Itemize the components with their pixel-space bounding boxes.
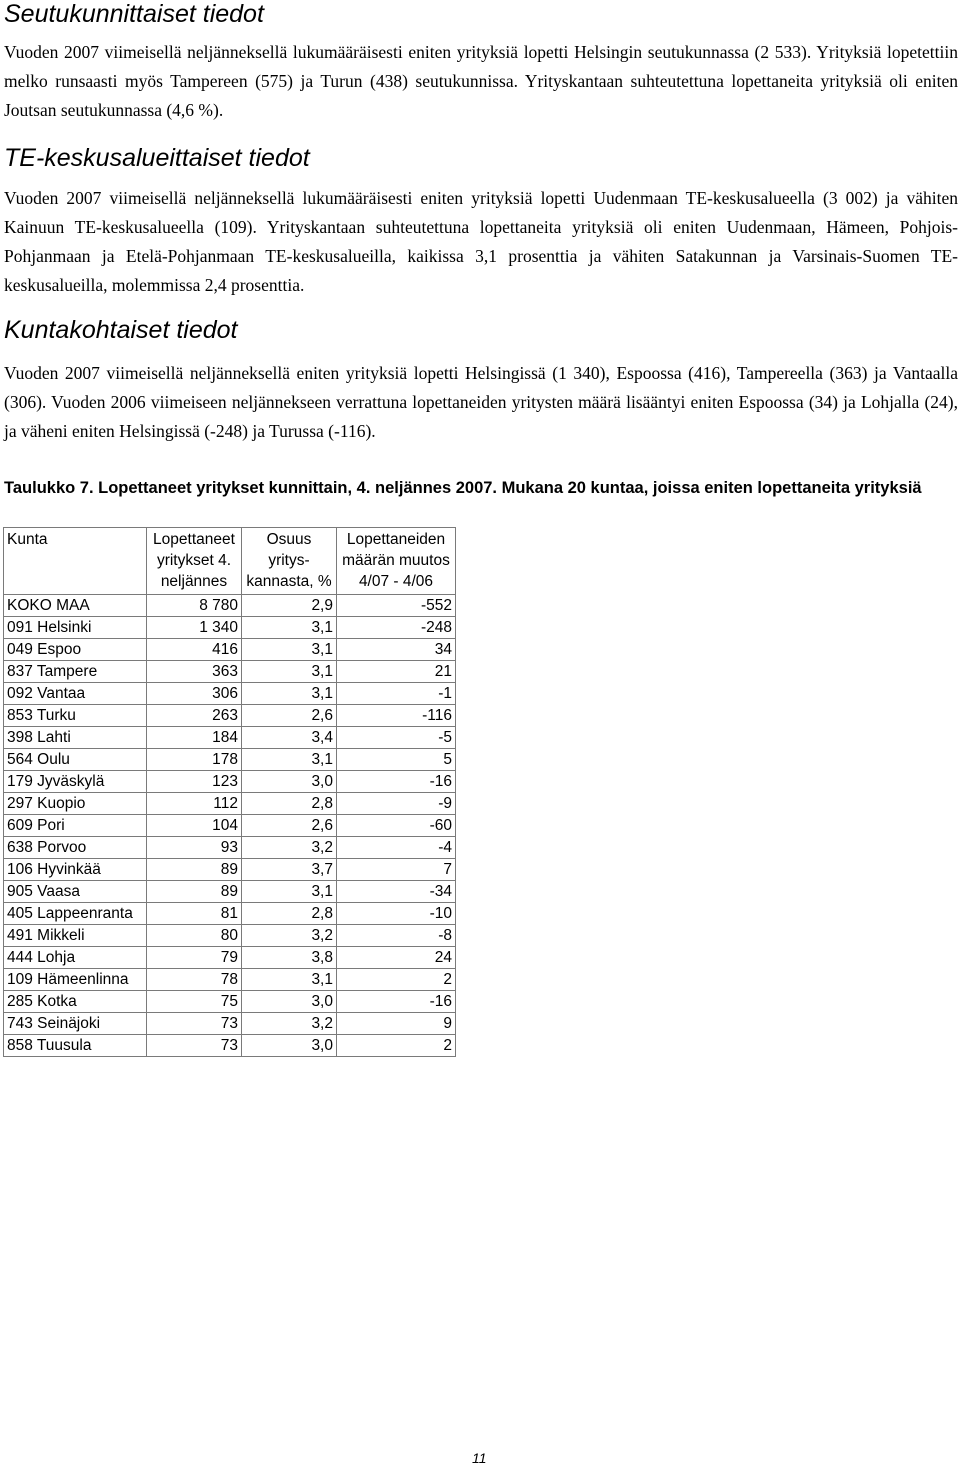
cell-kunta: 858 Tuusula <box>4 1035 147 1057</box>
cell-lopettaneet: 73 <box>147 1013 242 1035</box>
cell-lopettaneet: 73 <box>147 1035 242 1057</box>
cell-kunta: KOKO MAA <box>4 595 147 617</box>
cell-lopettaneet: 416 <box>147 639 242 661</box>
column-header-kunta: Kunta <box>4 528 147 595</box>
table-row <box>4 661 456 683</box>
cell-kunta: 491 Mikkeli <box>4 925 147 947</box>
cell-lopettaneet: 8 780 <box>147 595 242 617</box>
cell-osuus: 3,1 <box>242 617 337 639</box>
table-row <box>4 595 456 617</box>
cell-lopettaneet: 1 340 <box>147 617 242 639</box>
cell-kunta: 179 Jyväskylä <box>4 771 147 793</box>
cell-osuus: 3,7 <box>242 859 337 881</box>
cell-kunta: 285 Kotka <box>4 991 147 1013</box>
table-header-row <box>4 528 456 595</box>
cell-osuus: 2,8 <box>242 903 337 925</box>
cell-osuus: 3,1 <box>242 969 337 991</box>
cell-osuus: 3,8 <box>242 947 337 969</box>
cell-osuus: 3,1 <box>242 881 337 903</box>
table-body <box>4 595 456 1057</box>
cell-muutos: 5 <box>337 749 456 771</box>
cell-osuus: 2,8 <box>242 793 337 815</box>
table-row <box>4 683 456 705</box>
cell-muutos: -10 <box>337 903 456 925</box>
table-caption: Taulukko 7. Lopettaneet yritykset kunnittain, 4. neljännes 2007. Mukana 20 kuntaa, joissa eniten lopettaneita yrityksiä <box>4 479 922 497</box>
cell-muutos: -60 <box>337 815 456 837</box>
column-header-muutos: Lopettaneiden määrän muutos 4/07 - 4/06 <box>337 528 456 595</box>
cell-osuus: 3,2 <box>242 837 337 859</box>
cell-lopettaneet: 80 <box>147 925 242 947</box>
cell-muutos: -16 <box>337 991 456 1013</box>
column-header-lopettaneet: Lopettaneet yritykset 4. neljännes <box>147 528 242 595</box>
cell-osuus: 3,1 <box>242 661 337 683</box>
cell-lopettaneet: 306 <box>147 683 242 705</box>
cell-muutos: -552 <box>337 595 456 617</box>
cell-lopettaneet: 75 <box>147 991 242 1013</box>
cell-osuus: 2,6 <box>242 705 337 727</box>
cell-muutos: -34 <box>337 881 456 903</box>
cell-lopettaneet: 263 <box>147 705 242 727</box>
cell-kunta: 049 Espoo <box>4 639 147 661</box>
table-row <box>4 991 456 1013</box>
cell-lopettaneet: 93 <box>147 837 242 859</box>
cell-muutos: -1 <box>337 683 456 705</box>
table-row <box>4 903 456 925</box>
cell-muutos: 2 <box>337 969 456 991</box>
cell-kunta: 638 Porvoo <box>4 837 147 859</box>
table-row <box>4 969 456 991</box>
cell-kunta: 106 Hyvinkää <box>4 859 147 881</box>
cell-osuus: 3,2 <box>242 1013 337 1035</box>
cell-osuus: 3,1 <box>242 639 337 661</box>
cell-muutos: -5 <box>337 727 456 749</box>
cell-muutos: -9 <box>337 793 456 815</box>
cell-kunta: 398 Lahti <box>4 727 147 749</box>
cell-muutos: 34 <box>337 639 456 661</box>
cell-kunta: 109 Hämeenlinna <box>4 969 147 991</box>
cell-osuus: 3,2 <box>242 925 337 947</box>
cell-muutos: 7 <box>337 859 456 881</box>
cell-osuus: 3,0 <box>242 991 337 1013</box>
cell-muutos: 9 <box>337 1013 456 1035</box>
cell-lopettaneet: 89 <box>147 881 242 903</box>
table-row <box>4 749 456 771</box>
cell-lopettaneet: 363 <box>147 661 242 683</box>
cell-lopettaneet: 81 <box>147 903 242 925</box>
cell-osuus: 3,0 <box>242 1035 337 1057</box>
table-row <box>4 727 456 749</box>
cell-lopettaneet: 184 <box>147 727 242 749</box>
table-row <box>4 947 456 969</box>
cell-muutos: -116 <box>337 705 456 727</box>
table-row <box>4 617 456 639</box>
table-row <box>4 1035 456 1057</box>
table-row <box>4 925 456 947</box>
municipality-table <box>3 527 456 1057</box>
cell-osuus: 3,4 <box>242 727 337 749</box>
section-text-seutukunnittaiset: Vuoden 2007 viimeisellä neljänneksellä lukumääräisesti eniten yrityksiä lopetti Helsingin seutukunnassa (2 533). Yrityksiä lopetettiin melko runsaasti myös Tampereen (575) ja Turun (438) seutukunnissa. Yrityskantaan suhteutettuna lopettaneita yrityksiä oli eniten Joutsan seutukunnassa (4,6 %). <box>4 42 958 120</box>
cell-muutos: -8 <box>337 925 456 947</box>
cell-kunta: 564 Oulu <box>4 749 147 771</box>
cell-kunta: 405 Lappeenranta <box>4 903 147 925</box>
cell-osuus: 2,6 <box>242 815 337 837</box>
cell-kunta: 444 Lohja <box>4 947 147 969</box>
section-text-te-keskusalueittaiset: Vuoden 2007 viimeisellä neljänneksellä lukumääräisesti eniten yrityksiä lopetti Uudenmaan TE-keskusalueella (3 002) ja vähiten Kainuun TE-keskusalueella (109). Yrityskantaan suhteutettuna lopettaneita yrityksiä oli eniten Uudenmaan, Hämeen, Pohjois-Pohjanmaan ja Etelä-Pohjanmaan TE-keskusalueilla, kaikissa 3,1 prosenttia ja vähiten Satakunnan ja Varsinais-Suomen TE-keskusalueilla, molemmissa 2,4 prosenttia. <box>4 188 958 295</box>
section-heading-te-keskusalueittaiset: TE-keskusalueittaiset tiedot <box>4 144 310 172</box>
cell-osuus: 2,9 <box>242 595 337 617</box>
cell-lopettaneet: 178 <box>147 749 242 771</box>
table-row <box>4 815 456 837</box>
cell-kunta: 091 Helsinki <box>4 617 147 639</box>
cell-kunta: 092 Vantaa <box>4 683 147 705</box>
table-row <box>4 705 456 727</box>
cell-muutos: 21 <box>337 661 456 683</box>
table-row <box>4 1013 456 1035</box>
cell-lopettaneet: 78 <box>147 969 242 991</box>
cell-lopettaneet: 112 <box>147 793 242 815</box>
table-row <box>4 881 456 903</box>
cell-kunta: 837 Tampere <box>4 661 147 683</box>
cell-osuus: 3,1 <box>242 749 337 771</box>
cell-muutos: -4 <box>337 837 456 859</box>
column-header-osuus: Osuus yritys-kannasta, % <box>242 528 337 595</box>
cell-lopettaneet: 89 <box>147 859 242 881</box>
cell-lopettaneet: 123 <box>147 771 242 793</box>
table-row <box>4 859 456 881</box>
page-number: 11 <box>472 1450 487 1466</box>
cell-kunta: 609 Pori <box>4 815 147 837</box>
section-heading-kuntakohtaiset: Kuntakohtaiset tiedot <box>4 316 238 344</box>
table-row <box>4 793 456 815</box>
table-row <box>4 771 456 793</box>
cell-kunta: 297 Kuopio <box>4 793 147 815</box>
section-text-kuntakohtaiset: Vuoden 2007 viimeisellä neljänneksellä eniten yrityksiä lopetti Helsingissä (1 340), Espoossa (416), Tampereella (363) ja Vantaalla (306). Vuoden 2006 viimeiseen neljännekseen verrattuna lopettaneiden yritysten määrä lisääntyi eniten Espoossa (34) ja Lohjalla (24), ja väheni eniten Helsingissä (-248) ja Turussa (-116). <box>4 363 958 441</box>
cell-muutos: -248 <box>337 617 456 639</box>
cell-kunta: 905 Vaasa <box>4 881 147 903</box>
cell-muutos: -16 <box>337 771 456 793</box>
cell-muutos: 24 <box>337 947 456 969</box>
cell-osuus: 3,1 <box>242 683 337 705</box>
cell-muutos: 2 <box>337 1035 456 1057</box>
cell-lopettaneet: 104 <box>147 815 242 837</box>
cell-lopettaneet: 79 <box>147 947 242 969</box>
cell-osuus: 3,0 <box>242 771 337 793</box>
table-row <box>4 837 456 859</box>
cell-kunta: 853 Turku <box>4 705 147 727</box>
table-row <box>4 639 456 661</box>
cell-kunta: 743 Seinäjoki <box>4 1013 147 1035</box>
section-heading-seutukunnittaiset: Seutukunnittaiset tiedot <box>4 0 264 28</box>
